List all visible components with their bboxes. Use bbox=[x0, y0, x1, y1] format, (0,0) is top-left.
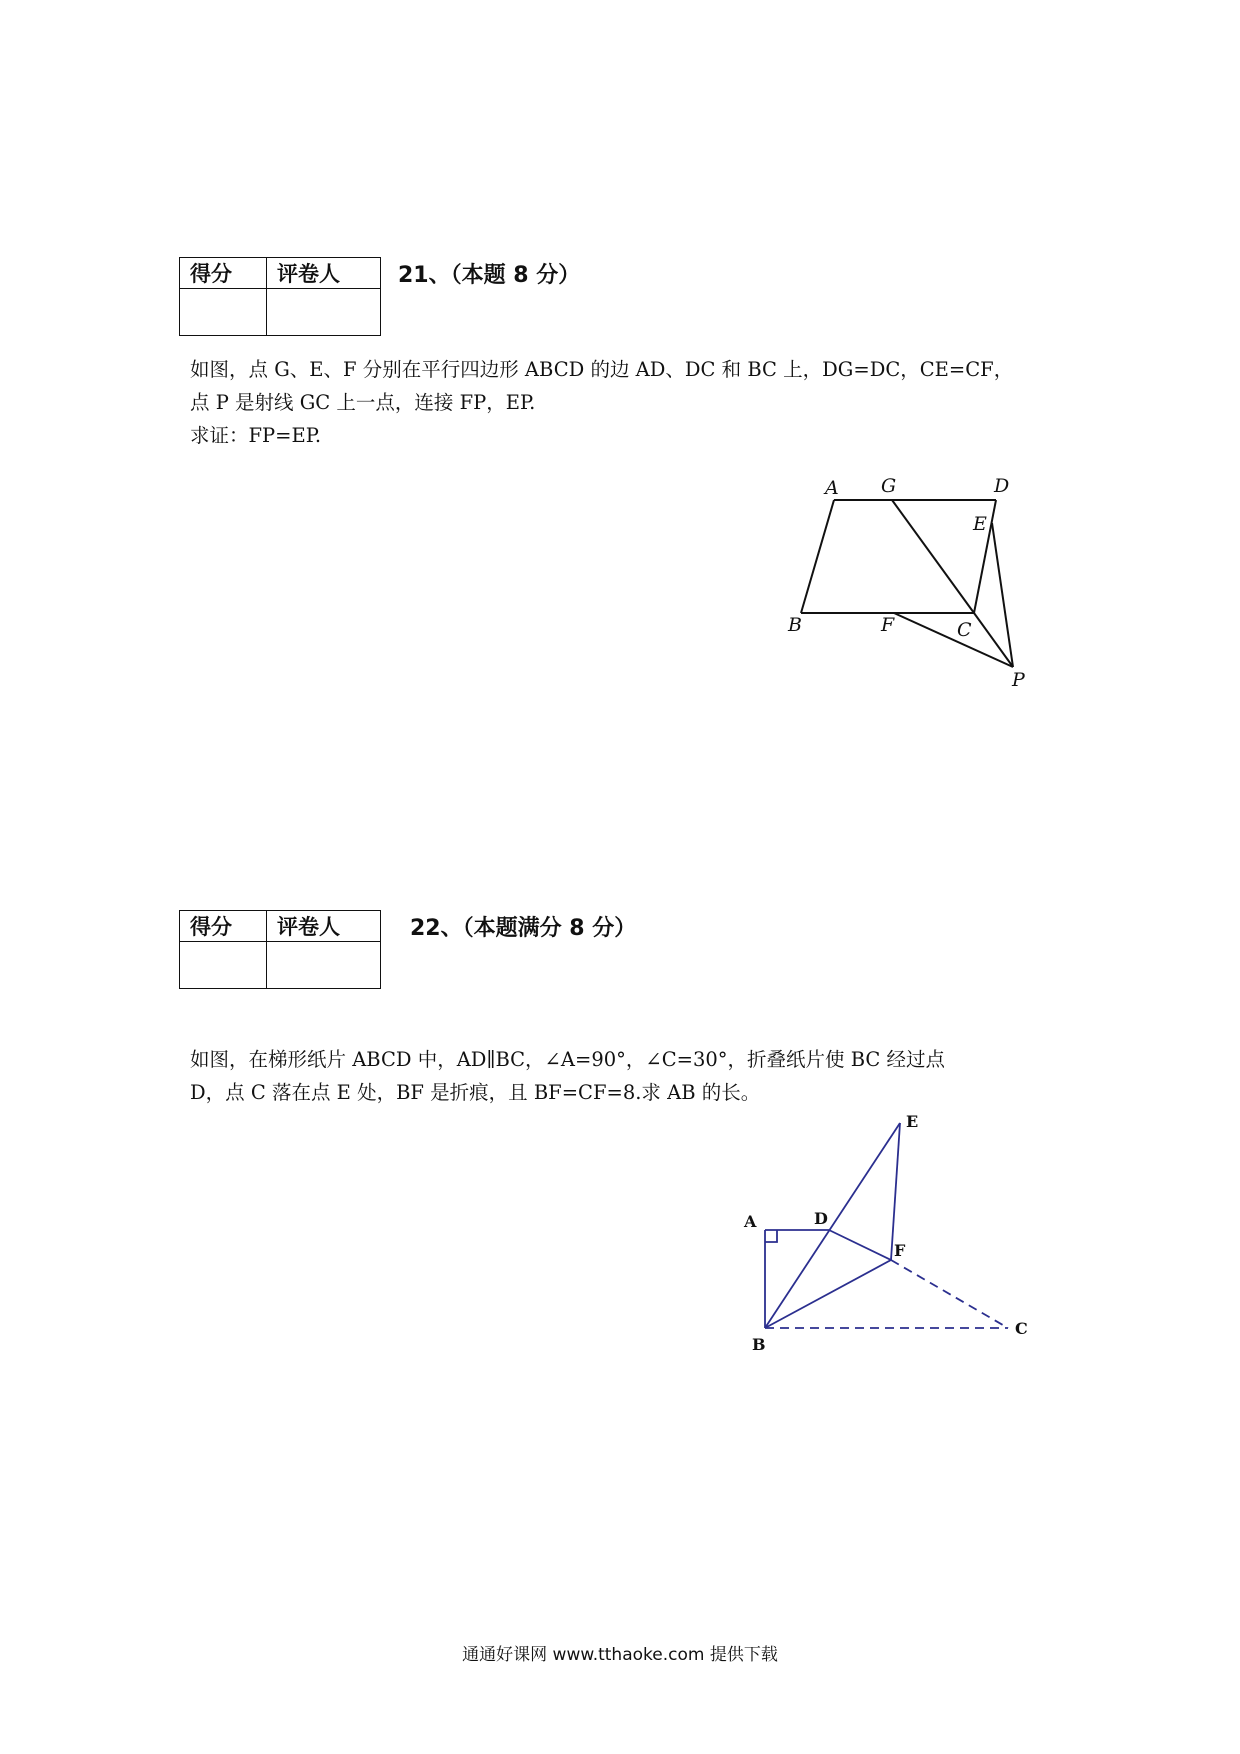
question-21-line-1: 如图，点 G、E、F 分别在平行四边形 ABCD 的边 AD、DC 和 BC 上，DG=DC，CE=CF， bbox=[190, 358, 1014, 381]
question-22-text bbox=[190, 1043, 1060, 1109]
score-cell[interactable] bbox=[180, 942, 267, 989]
label-A: A bbox=[744, 1212, 757, 1231]
label-C: C bbox=[957, 619, 972, 641]
label-E: E bbox=[906, 1112, 919, 1131]
question-22-line-2: D，点 C 落在点 E 处，BF 是折痕，且 BF=CF=8.求 AB 的长。 bbox=[190, 1081, 761, 1104]
label-F: F bbox=[894, 1241, 906, 1260]
label-G: G bbox=[881, 475, 897, 497]
label-B: B bbox=[788, 614, 802, 636]
question-21-title: 21、（本题 8 分） bbox=[398, 263, 581, 288]
label-D: D bbox=[814, 1209, 828, 1228]
grader-cell[interactable] bbox=[267, 942, 381, 989]
question-21-line-2: 点 P 是射线 GC 上一点，连接 FP，EP. bbox=[190, 391, 536, 414]
grader-cell[interactable] bbox=[267, 289, 381, 336]
label-A: A bbox=[825, 477, 839, 499]
label-B: B bbox=[752, 1335, 766, 1354]
label-C: C bbox=[1015, 1319, 1028, 1338]
label-E: E bbox=[973, 513, 987, 535]
score-label: 得分 bbox=[180, 258, 267, 289]
figure-trapezoid-fold bbox=[730, 1110, 1050, 1370]
question-22-line-1: 如图，在梯形纸片 ABCD 中，AD∥BC，∠A=90°，∠C=30°，折叠纸片使 BC 经过点 bbox=[190, 1048, 946, 1071]
score-table-q21 bbox=[179, 257, 381, 336]
grader-label: 评卷人 bbox=[267, 258, 381, 289]
label-D: D bbox=[994, 475, 1010, 497]
question-22-title: 22、（本题满分 8 分） bbox=[410, 916, 637, 941]
question-21-line-3: 求证：FP=EP. bbox=[190, 424, 322, 447]
score-cell[interactable] bbox=[180, 289, 267, 336]
grader-label: 评卷人 bbox=[267, 911, 381, 942]
label-F: F bbox=[881, 614, 895, 636]
footer-source: 通通好课网 www.tthaoke.com 提供下载 bbox=[462, 1645, 778, 1665]
score-table-q22 bbox=[179, 910, 381, 989]
label-P: P bbox=[1012, 669, 1025, 691]
question-21-text bbox=[190, 353, 1060, 452]
score-label: 得分 bbox=[180, 911, 267, 942]
figure-parallelogram bbox=[780, 470, 1040, 700]
